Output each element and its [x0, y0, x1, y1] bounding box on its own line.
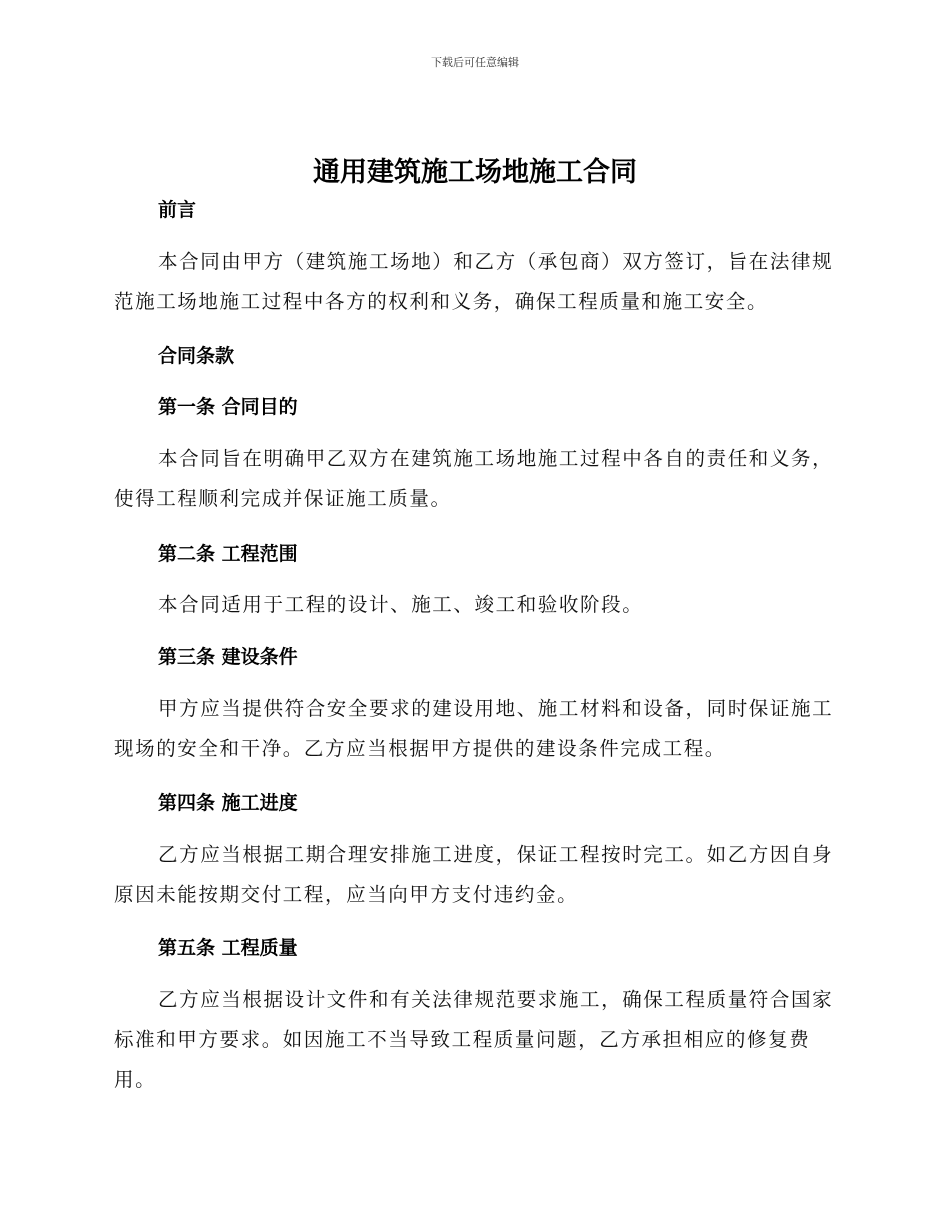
paragraph-preface-text: 本合同由甲方（建筑施工场地）和乙方（承包商）双方签订，旨在法律规范施工场地施工过程中各方的权利和义务，确保工程质量和施工安全。 [114, 250, 834, 313]
heading-contract-terms: 合同条款 [158, 345, 235, 367]
paragraph-article-1 [114, 439, 834, 519]
paragraph-article-4-text: 乙方应当根据工期合理安排施工进度，保证工程按时完工。如乙方因自身原因未能按期交付工程，应当向甲方支付违约金。 [114, 843, 834, 906]
section-heading-article-3 [114, 646, 834, 669]
paragraph-article-3 [114, 689, 834, 769]
paragraph-article-5-text: 乙方应当根据设计文件和有关法律规范要求施工，确保工程质量符合国家标准和甲方要求。如因施工不当导致工程质量问题，乙方承担相应的修复费用。 [114, 988, 834, 1091]
heading-preface: 前言 [158, 199, 197, 221]
section-heading-article-1 [114, 396, 834, 419]
heading-article-1: 第一条 合同目的 [158, 396, 298, 418]
paragraph-article-2-text: 本合同适用于工程的设计、施工、竣工和验收阶段。 [158, 593, 644, 616]
paragraph-article-1-text: 本合同旨在明确甲乙双方在建筑施工场地施工过程中各自的责任和义务，使得工程顺利完成并保证施工质量。 [114, 447, 834, 510]
section-heading-terms [114, 345, 834, 368]
paragraph-article-5 [114, 980, 834, 1100]
header-note: 下载后可任意编辑 [431, 56, 519, 69]
paragraph-preface [114, 242, 834, 322]
heading-article-2: 第二条 工程范围 [158, 543, 298, 565]
section-heading-article-4 [114, 792, 834, 815]
heading-article-3: 第三条 建设条件 [158, 646, 298, 668]
heading-article-4: 第四条 施工进度 [158, 792, 298, 814]
document-title: 通用建筑施工场地施工合同 [313, 157, 637, 188]
paragraph-article-2 [114, 585, 834, 625]
paragraph-article-4 [114, 835, 834, 915]
section-heading-preface [114, 199, 834, 222]
section-heading-article-5 [114, 937, 834, 960]
heading-article-5: 第五条 工程质量 [158, 937, 298, 959]
paragraph-article-3-text: 甲方应当提供符合安全要求的建设用地、施工材料和设备，同时保证施工现场的安全和干净。乙方应当根据甲方提供的建设条件完成工程。 [114, 697, 834, 760]
section-heading-article-2 [114, 543, 834, 566]
